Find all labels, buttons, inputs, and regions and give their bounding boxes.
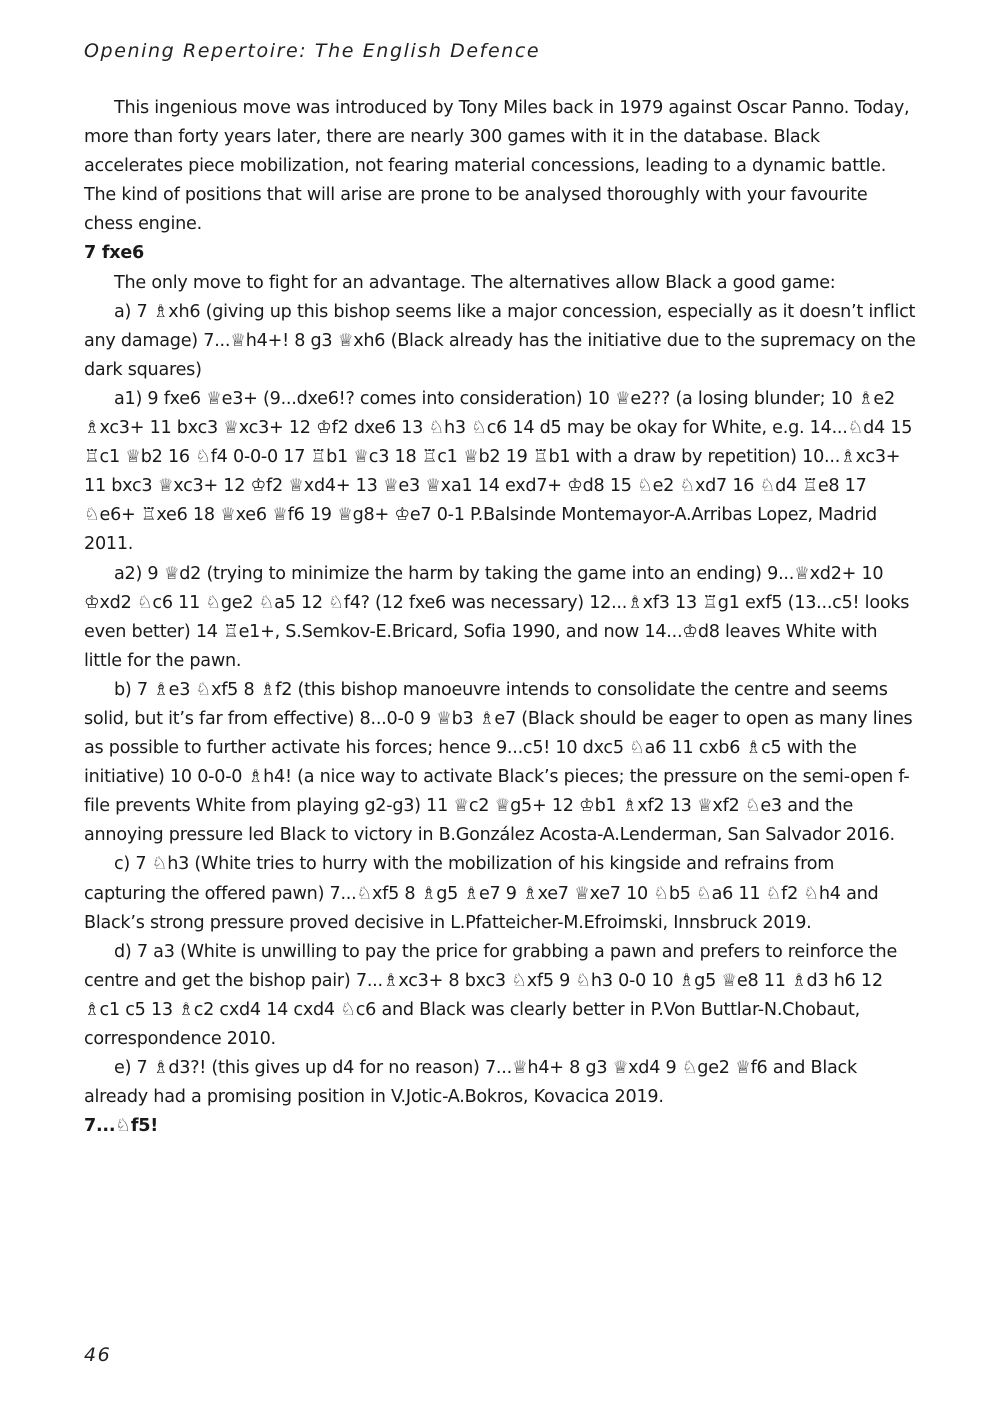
page-body — [84, 94, 919, 1141]
variation-e-paragraph: e) 7 ♗d3?! (this gives up d4 for no reason) 7...♕h4+ 8 g3 ♕xd4 9 ♘ge2 ♕f6 and Black already had a promising position in V.Jotic-A.Bokros, Kovacica 2019. — [84, 1058, 857, 1108]
variation-a2-paragraph: a2) 9 ♕d2 (trying to minimize the harm by taking the game into an ending) 9...♕xd2+ 10 ♔xd2 ♘c6 11 ♘ge2 ♘a5 12 ♘f4? (12 fxe6 was necessary) 12...♗xf3 13 ♖g1 exf5 (13...c5! looks even better) 14 ♖e1+, S.Semkov-E.Bricard, Sofia 1990, and now 14...♔d8 leaves White with little for the pawn. — [84, 563, 910, 671]
variation-a1-paragraph: a1) 9 fxe6 ♕e3+ (9...dxe6!? comes into consideration) 10 ♕e2?? (a losing blunder; 10 ♗e2 ♗xc3+ 11 bxc3 ♕xc3+ 12 ♔f2 dxe6 13 ♘h3 ♘c6 14 d5 may be okay for White, e.g. 14...♘d4 15 ♖c1 ♕b2 16 ♘f4 0-0-0 17 ♖b1 ♕c3 18 ♖c1 ♕b2 19 ♖b1 with a draw by repetition) 10...♗xc3+ 11 bxc3 ♕xc3+ 12 ♔f2 ♕xd4+ 13 ♕e3 ♕xa1 14 exd7+ ♔d8 15 ♘e2 ♘xd7 16 ♘d4 ♖e8 17 ♘e6+ ♖xe6 18 ♕xe6 ♕f6 19 ♕g8+ ♔e7 0-1 P.Balsinde Montemayor-A.Arribas Lopez, Madrid 2011. — [84, 388, 913, 555]
variation-c-paragraph: c) 7 ♘h3 (White tries to hurry with the mobilization of his kingside and refrains from capturing the offered pawn) 7...♘xf5 8 ♗g5 ♗e7 9 ♗xe7 ♕xe7 10 ♘b5 ♘a6 11 ♘f2 ♘h4 and Black’s strong pressure proved decisive in L.Pfatteicher-M.Efroimski, Innsbruck 2019. — [84, 854, 879, 933]
main-move-heading: 7 fxe6 — [84, 243, 145, 264]
running-head: Opening Repertoire: The English Defence — [84, 40, 541, 62]
variation-d-paragraph: d) 7 a3 (White is unwilling to pay the price for grabbing a pawn and prefers to reinforce the centre and get the bishop pair) 7...♗xc3+ 8 bxc3 ♘xf5 9 ♘h3 0-0 10 ♗g5 ♕e8 11 ♗d3 h6 12 ♗c1 c5 13 ♗c2 cxd4 14 cxd4 ♘c6 and Black was clearly better in P.Von Buttlar-N.Chobaut, correspondence 2010. — [84, 941, 898, 1049]
variation-b-paragraph: b) 7 ♗e3 ♘xf5 8 ♗f2 (this bishop manoeuvre intends to consolidate the centre and seems solid, but it’s far from effective) 8...0-0 9 ♕b3 ♗e7 (Black should be eager to open as many lines as possible to further activate his forces; hence 9...c5! 10 dxc5 ♘a6 11 cxb6 ♗c5 with the initiative) 10 0-0-0 ♗h4! (a nice way to activate Black’s pieces; the pressure on the semi-open f-file prevents White from playing g2-g3) 11 ♕c2 ♕g5+ 12 ♔b1 ♗xf2 13 ♕xf2 ♘e3 and the annoying pressure led Black to victory in B.González Acosta-A.Lenderman, San Salvador 2016. — [84, 679, 913, 846]
move-commentary-paragraph: The only move to fight for an advantage. The alternatives allow Black a good game: — [114, 272, 836, 293]
variation-a-paragraph: a) 7 ♗xh6 (giving up this bishop seems like a major concession, especially as it doesn’t inflict any damage) 7...♕h4+! 8 g3 ♕xh6 (Black already has the initiative due to the supremacy on the dark squares) — [84, 301, 916, 380]
intro-paragraph: This ingenious move was introduced by Tony Miles back in 1979 against Oscar Panno. Today, more than forty years later, there are nearly 300 games with it in the database. Black accelerates piece mobilization, not fearing material concessions, leading to a dynamic battle. The kind of positions that will arise are prone to be analysed thoroughly with your favourite chess engine. — [84, 98, 910, 235]
page-number: 46 — [84, 1344, 112, 1366]
reply-move-heading: 7...♘f5! — [84, 1116, 158, 1137]
